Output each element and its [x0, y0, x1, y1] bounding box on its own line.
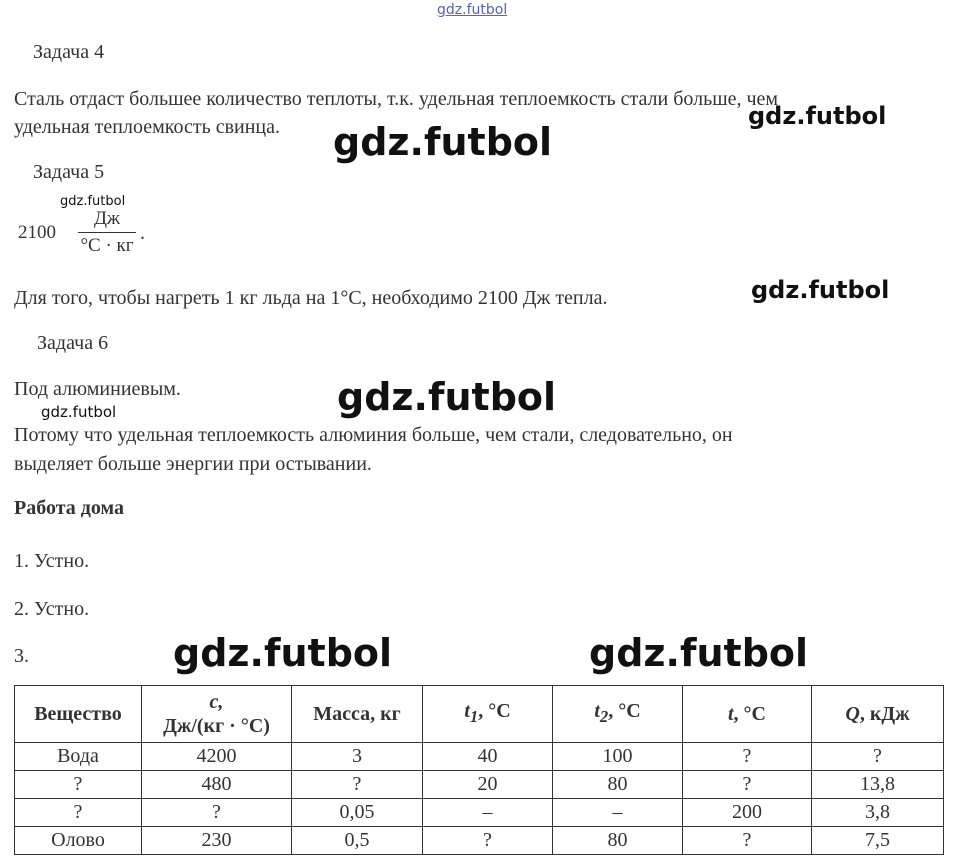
task5-unit-period: . — [140, 222, 145, 244]
table-cell: ? — [15, 771, 142, 799]
header-c-unit: Дж/(кг · °C) — [163, 715, 270, 737]
table-cell: Олово — [15, 827, 142, 855]
header-t1-unit: , °C — [478, 700, 511, 722]
table-cell: – — [553, 799, 683, 827]
homework-item-1: 1. Устно. — [14, 550, 90, 572]
header-t1-symbol: t — [464, 700, 470, 722]
header-t — [683, 686, 812, 743]
header-q-symbol: Q — [845, 703, 860, 725]
table-header-row — [15, 686, 944, 743]
table-cell: 13,8 — [812, 771, 944, 799]
table-cell: 40 — [423, 743, 553, 771]
header-t1 — [423, 686, 553, 743]
task5-unit-fraction — [76, 206, 138, 259]
header-t2-unit: , °C — [608, 700, 641, 722]
watermark: gdz.futbol — [173, 631, 393, 675]
table-cell: ? — [683, 743, 812, 771]
watermark-top: gdz.futbol — [437, 2, 508, 18]
task6-text-line2: Потому что удельная теплоемкость алюминия больше, чем стали, следовательно, он — [14, 424, 733, 446]
homework-item-2: 2. Устно. — [14, 598, 90, 620]
table-row — [15, 799, 944, 827]
table-cell: ? — [292, 771, 423, 799]
table-row — [15, 771, 944, 799]
table-cell: ? — [423, 827, 553, 855]
table-cell: 100 — [553, 743, 683, 771]
header-mass: Масса, кг — [292, 686, 423, 743]
homework-item-3: 3. — [14, 645, 29, 667]
task6-title: Задача 6 — [37, 332, 109, 354]
table-cell: 80 — [553, 771, 683, 799]
table-cell: – — [423, 799, 553, 827]
header-t-unit: , °C — [733, 703, 766, 725]
table-cell: ? — [15, 799, 142, 827]
header-specific-heat — [142, 686, 292, 743]
fraction-denominator: °C · кг — [80, 235, 134, 256]
substances-table — [14, 685, 944, 855]
table-row — [15, 827, 944, 855]
table-cell: 0,5 — [292, 827, 423, 855]
task5-text: Для того, чтобы нагреть 1 кг льда на 1°C, необходимо 2100 Дж тепла. — [14, 287, 608, 309]
task5-title: Задача 5 — [33, 161, 105, 183]
task4-text-line1: Сталь отдаст большее количество теплоты, т.к. удельная теплоемкость стали больше, чем — [14, 88, 779, 110]
table-cell: 20 — [423, 771, 553, 799]
table-cell: 7,5 — [812, 827, 944, 855]
watermark: gdz.futbol — [333, 120, 553, 164]
header-t2-symbol: t — [594, 700, 600, 722]
table-cell: ? — [683, 771, 812, 799]
header-t1-sub: 1 — [469, 707, 479, 726]
header-substance: Вещество — [15, 686, 142, 743]
watermark: gdz.futbol — [589, 631, 809, 675]
table-cell: 200 — [683, 799, 812, 827]
table-row — [15, 743, 944, 771]
watermark: gdz.futbol — [748, 102, 887, 130]
task5-value: 2100 — [18, 222, 56, 243]
table-cell: Вода — [15, 743, 142, 771]
fraction-numerator: Дж — [93, 208, 121, 229]
table-cell: 3 — [292, 743, 423, 771]
task4-text-line2: удельная теплоемкость свинца. — [14, 116, 280, 138]
table-cell: 480 — [142, 771, 292, 799]
watermark: gdz.futbol — [60, 194, 126, 209]
header-t2-sub: 2 — [599, 707, 609, 726]
table-cell: 3,8 — [812, 799, 944, 827]
header-t-symbol: t — [727, 703, 734, 725]
table-cell: 230 — [142, 827, 292, 855]
table-cell: 80 — [553, 827, 683, 855]
header-q — [812, 686, 944, 743]
table-cell: 0,05 — [292, 799, 423, 827]
header-t2 — [553, 686, 683, 743]
table-cell: ? — [683, 827, 812, 855]
watermark: gdz.futbol — [41, 403, 117, 421]
table-cell: 4200 — [142, 743, 292, 771]
header-c-symbol: c, — [209, 691, 224, 713]
header-q-unit: , кДж — [859, 703, 910, 725]
watermark: gdz.futbol — [751, 276, 890, 304]
table-cell: ? — [812, 743, 944, 771]
task6-text-line3: выделяет больше энергии при остывании. — [14, 453, 372, 475]
task4-title: Задача 4 — [33, 41, 105, 63]
task6-text-line1: Под алюминиевым. — [14, 378, 181, 400]
watermark: gdz.futbol — [337, 375, 557, 419]
homework-title: Работа дома — [14, 497, 124, 519]
table-cell: ? — [142, 799, 292, 827]
